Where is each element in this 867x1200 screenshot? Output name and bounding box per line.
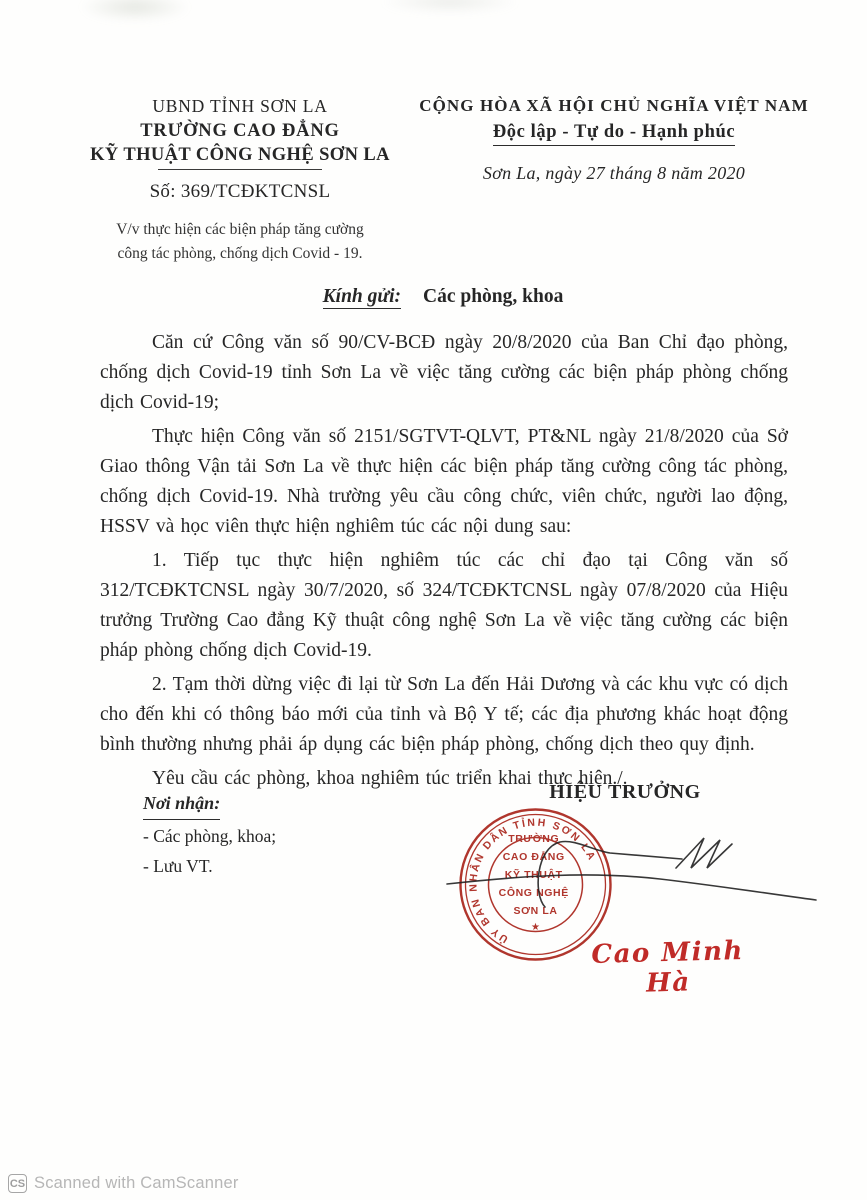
place-and-date-line: Sơn La, ngày 27 tháng 8 năm 2020 [482,163,746,183]
camscanner-icon: CS [8,1174,27,1193]
national-motto: Độc lập - Tự do - Hạnh phúc [493,122,735,146]
agency-name-line2: KỸ THUẬT CÔNG NGHỆ SƠN LA [90,145,390,165]
signer-title: HIỆU TRƯỞNG [549,781,701,803]
subject-line-2: công tác phòng, chống dịch Covid - 19. [117,245,363,262]
issuing-agency-block [55,96,425,266]
document-number: Số: 369/TCĐKTCNSL [149,181,331,202]
paragraph-item-1: 1. Tiếp tục thực hiện nghiêm túc các chỉ đạo tại Công văn số 312/TCĐKTCNSL ngày 30/7/2020, số 324/TCĐKTCNSL ngày 07/8/2020 của Hiệu trưởng Trường Cao đẳng Kỹ thuật công nghệ Sơn La về việc tăng cường các biện pháp phòng chống dịch Covid-19. [100,550,788,661]
signer-name: Cao Minh Hà [591,936,745,999]
document-subject [55,218,425,266]
scan-artifact [80,0,190,22]
signature-loop-stroke [538,841,682,907]
stamp-ring-text: ỦY BAN NHÂN DÂN TỈNH SƠN LA [467,816,599,946]
salutation-label: Kính gửi: [322,286,401,307]
stamp-center-text: TRƯỜNG CAO ĐẲNG KỸ THUẬT CÔNG NGHỆ SƠN LA [498,833,569,917]
recipients-block [143,790,276,881]
national-title: CỘNG HÒA XÃ HỘI CHỦ NGHĨA VIỆT NAM [419,96,809,115]
handwritten-signature [430,810,830,920]
document-body [100,328,788,798]
recipients-heading: Nơi nhận: [143,790,220,820]
paragraph-item-2: 2. Tạm thời dừng việc đi lại từ Sơn La đến Hải Dương và các khu vực có dịch cho đến khi có thông báo mới của tỉnh và Bộ Y tế; các địa phương khác hoạt động bình thường nhưng phải áp dụng các biện pháp phòng, chống dịch theo quy định. [100,674,788,755]
national-header-block [416,96,812,184]
signature-paraph-stroke [676,838,732,868]
scan-artifact [380,0,520,14]
recipient-item: - Lưu VT. [143,856,213,876]
salutation-line [100,286,786,308]
paragraph-legal-basis-1: Căn cứ Công văn số 90/CV-BCĐ ngày 20/8/2020 của Ban Chỉ đạo phòng, chống dịch Covid-19 tỉnh Sơn La về việc tăng cường các biện pháp phòng chống dịch Covid-19; [100,332,788,413]
agency-name-line1: TRƯỜNG CAO ĐẲNG [140,121,340,141]
signature-baseline-stroke [447,875,816,900]
salutation-recipient: Các phòng, khoa [423,286,564,307]
subject-line-1: V/v thực hiện các biện pháp tăng cường [116,221,364,238]
recipient-item: - Các phòng, khoa; [143,825,277,846]
camscanner-watermark [8,1174,239,1193]
parent-agency-name: UBND TỈNH SƠN LA [152,96,328,116]
paragraph-closing: Yêu cầu các phòng, khoa nghiêm túc triển khai thực hiện./. [152,768,628,789]
watermark-text: Scanned with CamScanner [34,1174,239,1192]
agency-underline [158,169,322,170]
signature-ink-strokes [430,810,830,920]
stamp-star-icon: ★ [531,922,540,933]
paragraph-legal-basis-2: Thực hiện Công văn số 2151/SGTVT-QLVT, PT&NL ngày 21/8/2020 của Sở Giao thông Vận tải Sơn La về thực hiện các biện pháp tăng cường công tác phòng, chống dịch Covid-19. Nhà trường yêu cầu công chức, viên chức, người lao động, HSSV và học viên thực hiện nghiêm túc các nội dung sau: [100,426,788,537]
